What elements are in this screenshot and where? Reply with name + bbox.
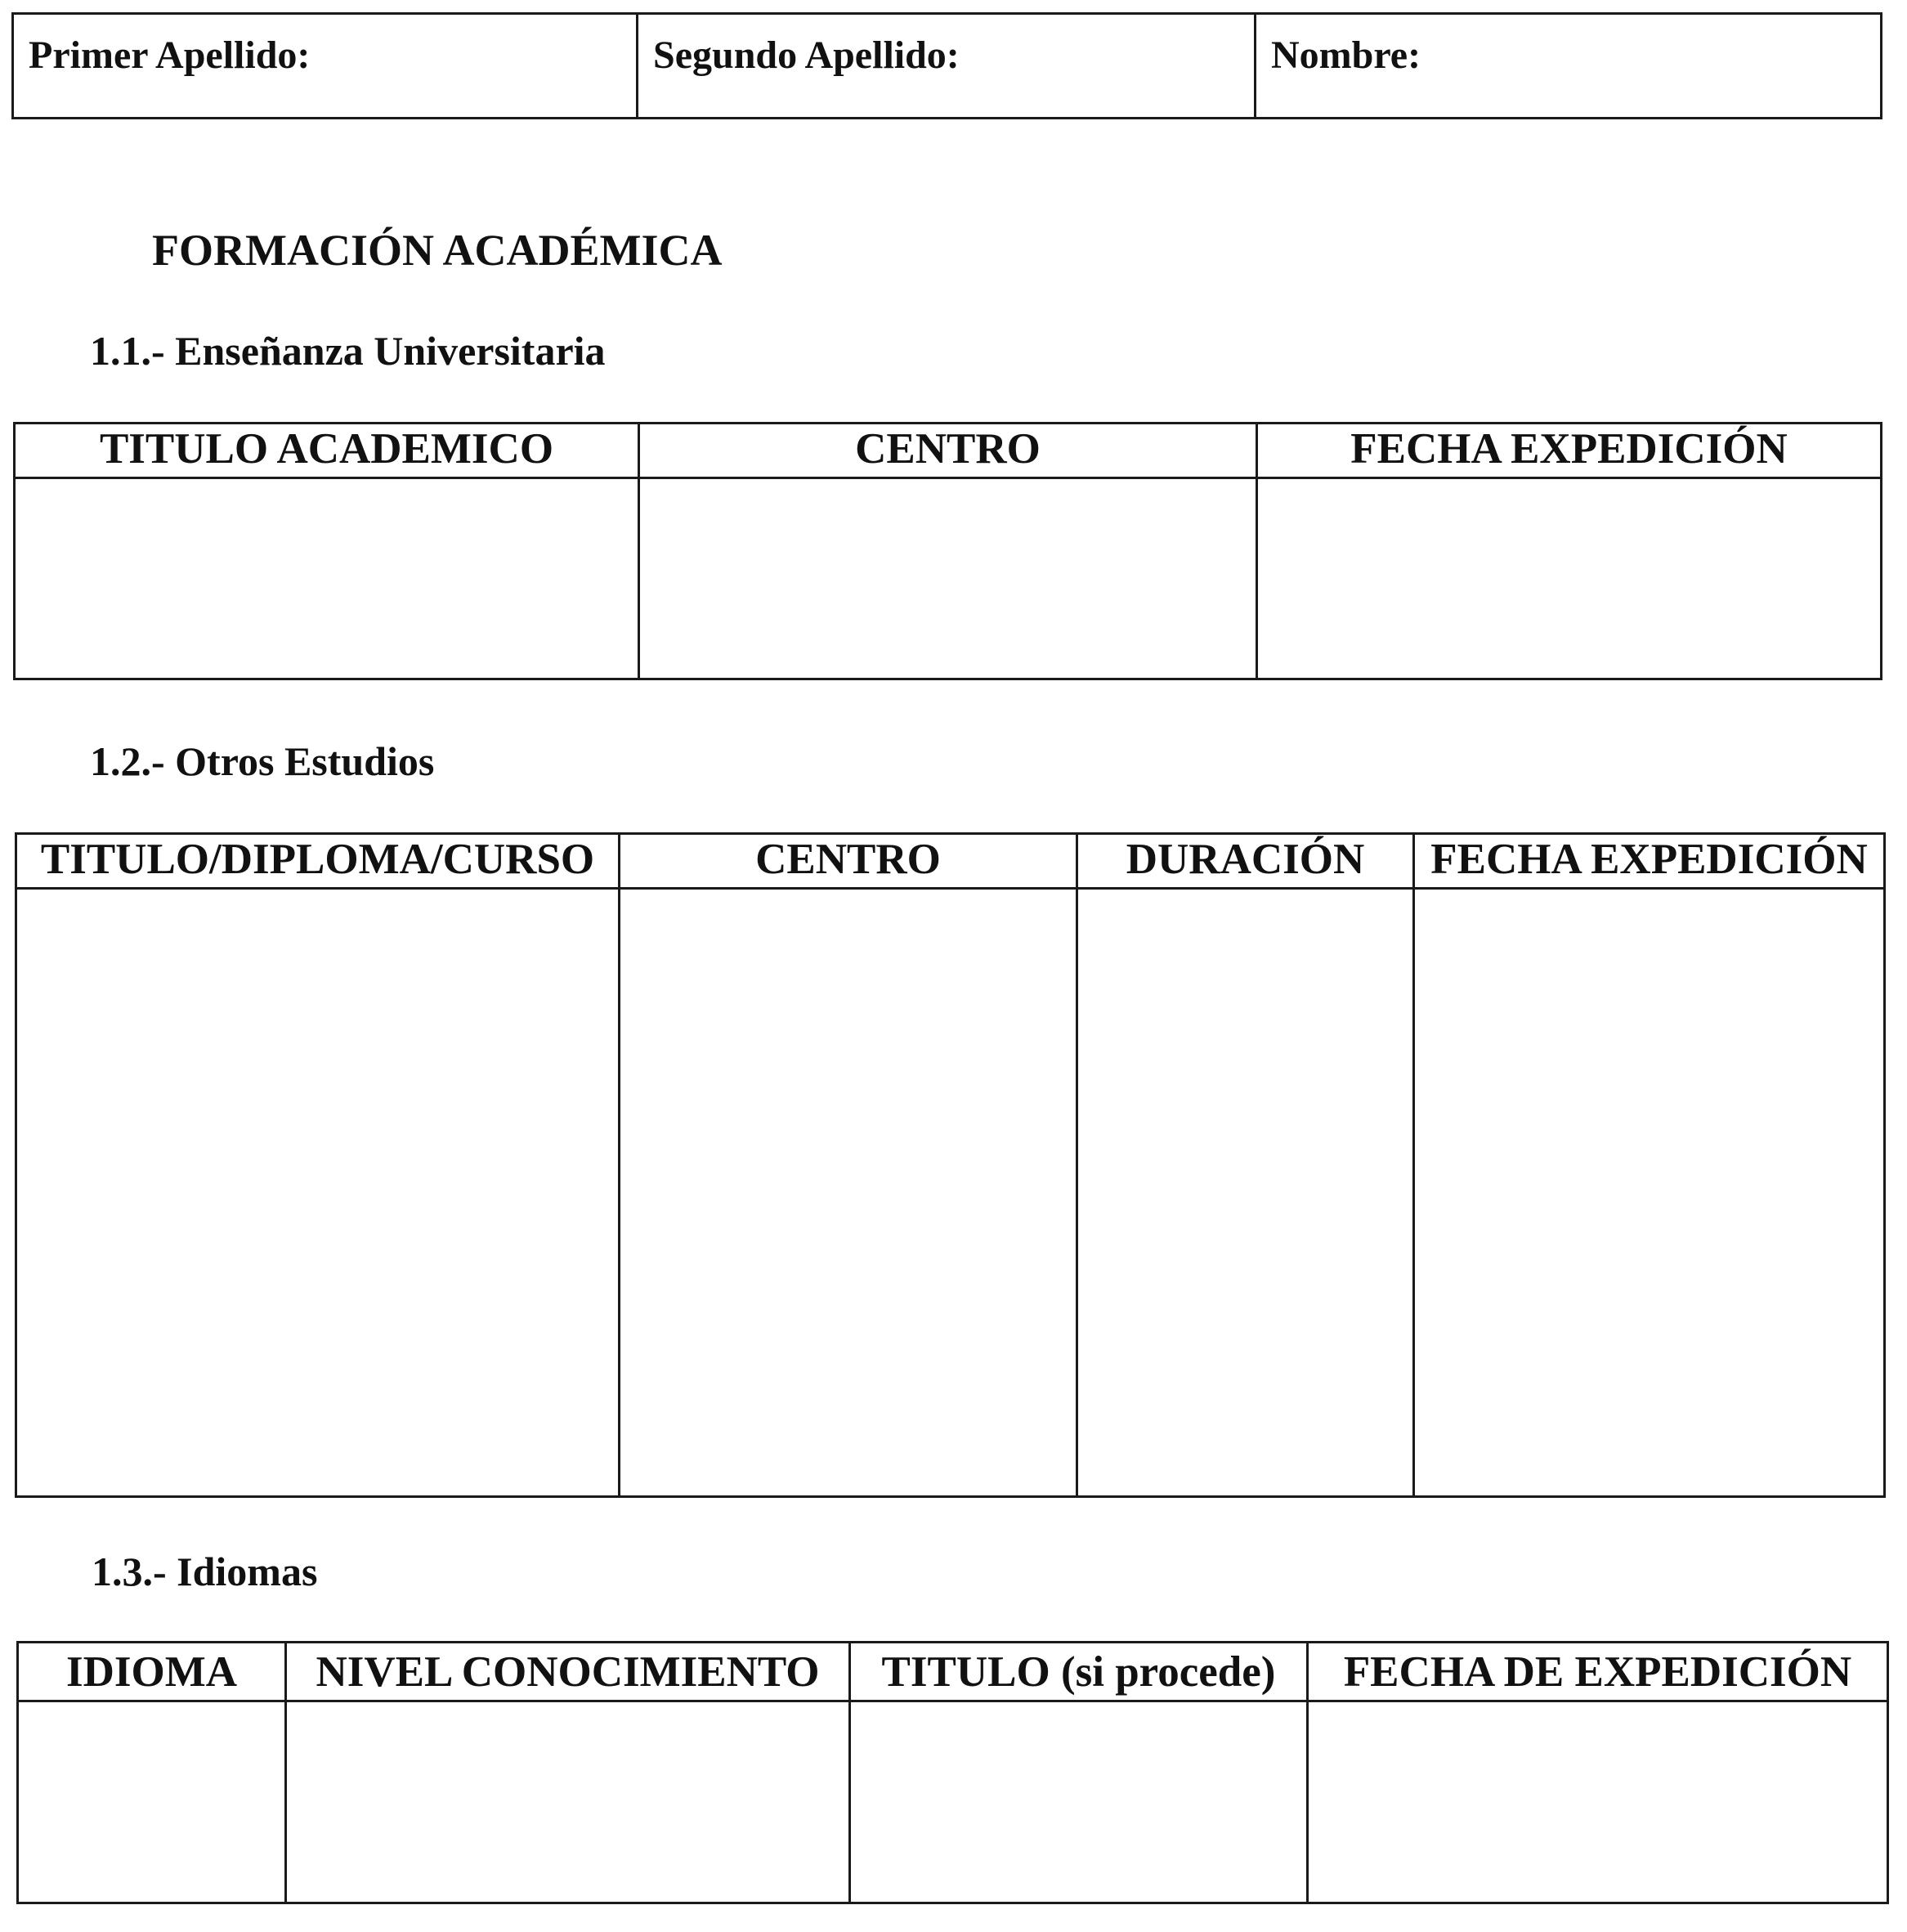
col-titulo-academico: TITULO ACADEMICO xyxy=(15,424,639,478)
col-idioma: IDIOMA xyxy=(18,1643,286,1701)
col-fecha-expedicion: FECHA EXPEDICIÓN xyxy=(1257,424,1882,478)
centro-cell[interactable] xyxy=(620,889,1077,1497)
fecha-de-expedicion-cell[interactable] xyxy=(1308,1701,1888,1903)
other-studies-table xyxy=(15,832,1886,1498)
personal-name-table xyxy=(11,12,1882,119)
name-label: Nombre: xyxy=(1271,34,1421,77)
centro-cell[interactable] xyxy=(639,478,1257,679)
col-duracion: DURACIÓN xyxy=(1077,834,1414,889)
first-surname-label: Primer Apellido: xyxy=(29,34,311,77)
languages-table xyxy=(16,1641,1889,1904)
languages-heading: 1.3.- Idiomas xyxy=(92,1549,318,1594)
col-fecha-expedicion: FECHA EXPEDICIÓN xyxy=(1414,834,1885,889)
university-table xyxy=(13,422,1882,680)
second-surname-field[interactable] xyxy=(638,14,1256,119)
col-nivel-conocimiento: NIVEL CONOCIMIENTO xyxy=(286,1643,850,1701)
col-titulo-diploma-curso: TITULO/DIPLOMA/CURSO xyxy=(16,834,620,889)
col-centro: CENTRO xyxy=(639,424,1257,478)
titulo-diploma-curso-cell[interactable] xyxy=(16,889,620,1497)
other-studies-heading: 1.2.- Otros Estudios xyxy=(90,738,435,784)
titulo-si-procede-cell[interactable] xyxy=(850,1701,1308,1903)
col-titulo-si-procede: TITULO (si procede) xyxy=(850,1643,1308,1701)
university-heading: 1.1.- Enseñanza Universitaria xyxy=(90,328,606,374)
section-title: FORMACIÓN ACADÉMICA xyxy=(152,226,723,275)
nivel-conocimiento-cell[interactable] xyxy=(286,1701,850,1903)
fecha-expedicion-cell[interactable] xyxy=(1257,478,1882,679)
col-fecha-de-expedicion: FECHA DE EXPEDICIÓN xyxy=(1308,1643,1888,1701)
second-surname-label: Segundo Apellido: xyxy=(653,34,960,77)
fecha-expedicion-cell[interactable] xyxy=(1414,889,1885,1497)
name-field[interactable] xyxy=(1256,14,1882,119)
col-centro: CENTRO xyxy=(620,834,1077,889)
first-surname-field[interactable] xyxy=(13,14,638,119)
titulo-academico-cell[interactable] xyxy=(15,478,639,679)
idioma-cell[interactable] xyxy=(18,1701,286,1903)
duracion-cell[interactable] xyxy=(1077,889,1414,1497)
